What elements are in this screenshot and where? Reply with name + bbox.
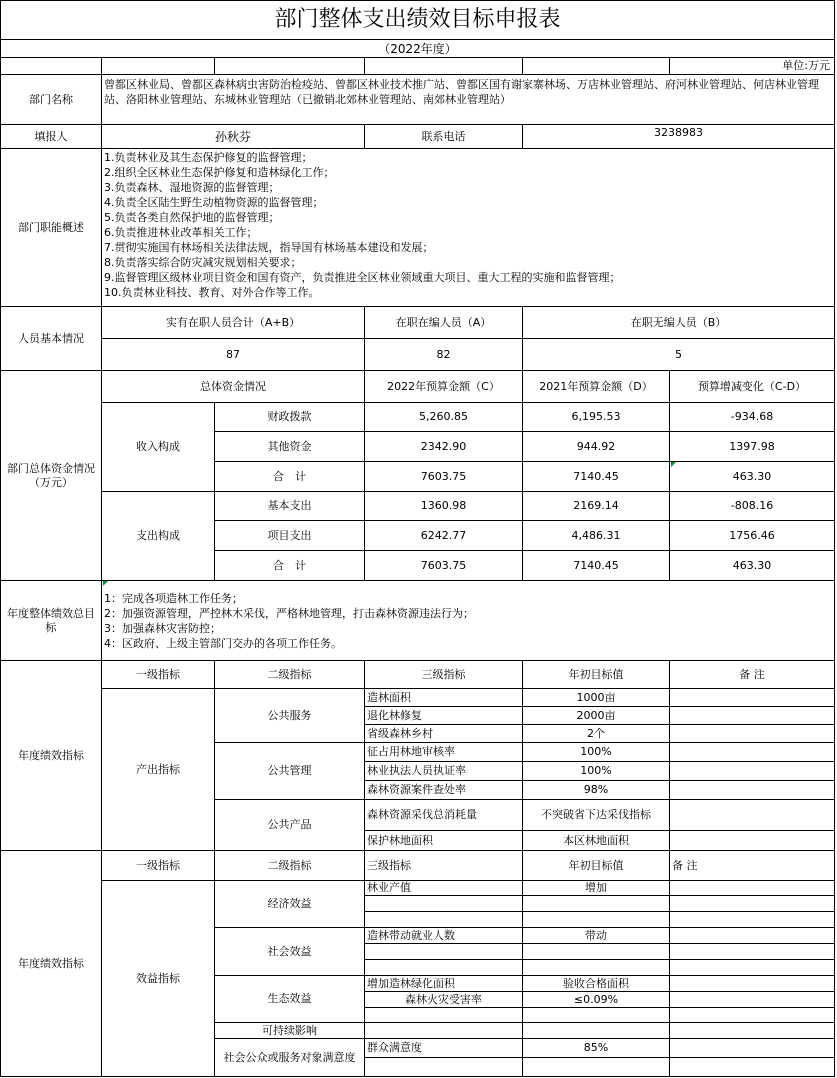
effect-target-cell: 85% (523, 1039, 670, 1058)
effect-level2-economic: 经济效益 (215, 881, 365, 928)
income-row-diff: 1397.98 (670, 432, 835, 462)
expense-row-d: 4,486.31 (523, 521, 670, 551)
output-target-cell: 不突破省下达采伐指标 (523, 800, 670, 831)
income-total-diff: 463.30 (670, 462, 835, 492)
unit-label: 单位:万元 (670, 58, 835, 75)
filler-value: 孙秋芬 (102, 125, 365, 149)
funds-header-2021: 2021年预算金额（D） (523, 371, 670, 403)
staff-total-value: 87 (102, 339, 365, 371)
duty-item: 9.监督管理区级林业项目资金和国有资产，负责推进全区林业领域重大项目、重大工程的实施和监督管理； (104, 271, 621, 284)
effect-l3-cell (365, 960, 523, 976)
effect-note-cell (670, 1058, 835, 1077)
funds-label: 部门总体资金情况（万元） (0, 371, 102, 581)
effect-header-note: 备 注 (670, 851, 835, 881)
output-target-cell: 1000亩 (523, 689, 670, 707)
effect-level2-social: 社会效益 (215, 928, 365, 976)
effect-level2-ecological: 生态效益 (215, 976, 365, 1023)
effect-l3-cell (365, 1023, 523, 1039)
effect-level2-satisfaction: 社会公众或服务对象满意度 (215, 1039, 365, 1077)
effect-target-cell (523, 960, 670, 976)
output-target-cell: 2个 (523, 725, 670, 743)
effect-target-cell (523, 1023, 670, 1039)
effect-target-cell (523, 896, 670, 912)
effect-l3-cell: 林业产值 (365, 881, 523, 896)
effect-target-cell: 验收合格面积 (523, 976, 670, 992)
income-total-d: 7140.45 (523, 462, 670, 492)
income-row-name: 财政拨款 (215, 403, 365, 432)
output-target-cell: 2000亩 (523, 707, 670, 725)
income-total-c: 7603.75 (365, 462, 523, 492)
blank-cell (365, 58, 523, 75)
income-row-d: 944.92 (523, 432, 670, 462)
output-header-target: 年初目标值 (523, 661, 670, 689)
blank-cell (0, 58, 102, 75)
effect-note-cell (670, 976, 835, 992)
staff-b-header: 在职无编人员（B） (523, 307, 835, 339)
perf-label-effect: 年度绩效指标 (0, 851, 102, 1077)
effect-l3-cell: 增加造林绿化面积 (365, 976, 523, 992)
effect-target-cell (523, 1008, 670, 1023)
effect-l3-cell (365, 944, 523, 960)
expense-row-name: 项目支出 (215, 521, 365, 551)
output-level2-service: 公共服务 (215, 689, 365, 743)
output-level2-product: 公共产品 (215, 800, 365, 851)
output-note-cell (670, 831, 835, 851)
annual-goal-list (102, 581, 835, 661)
effect-target-cell: ≤0.09% (523, 992, 670, 1008)
goal-item: 4：区政府、上级主管部门交办的各项工作任务。 (104, 637, 342, 650)
income-row-c: 5,260.85 (365, 403, 523, 432)
duty-item: 1.负责林业及其生态保护修复的监督管理； (104, 151, 313, 164)
expense-total-diff: 463.30 (670, 551, 835, 581)
staff-a-value: 82 (365, 339, 523, 371)
output-header-note: 备 注 (670, 661, 835, 689)
output-target-cell: 本区林地面积 (523, 831, 670, 851)
funds-header-diff: 预算增减变化（C-D） (670, 371, 835, 403)
output-note-cell (670, 725, 835, 743)
blank-cell (102, 58, 215, 75)
expense-row-d: 2169.14 (523, 492, 670, 521)
duty-item: 2.组织全区林业生态保护修复和造林绿化工作； (104, 166, 335, 179)
staff-a-header: 在职在编人员（A） (365, 307, 523, 339)
effect-level1: 效益指标 (102, 881, 215, 1077)
effect-l3-cell: 造林带动就业人数 (365, 928, 523, 944)
effect-note-cell (670, 1008, 835, 1023)
phone-label: 联系电话 (365, 125, 523, 149)
blank-cell (523, 58, 670, 75)
phone-value: 3238983 (523, 125, 835, 149)
duty-item: 5.负责各类自然保护地的监督管理； (104, 211, 280, 224)
expense-label: 支出构成 (102, 492, 215, 581)
output-l3-cell: 森林资源案件查处率 (365, 781, 523, 800)
effect-l3-cell: 森林火灾受害率 (365, 992, 523, 1008)
expense-row-diff: -808.16 (670, 492, 835, 521)
expense-total-c: 7603.75 (365, 551, 523, 581)
effect-target-cell: 带动 (523, 928, 670, 944)
dept-name-value: 曾都区林业局、曾都区森林病虫害防治检疫站、曾都区林业技术推广站、曾都区国有谢家寨林场、万店林业管理站、府河林业管理站、何店林业管理站、洛阳林业管理站、东城林业管理站（已撤销北郊林业管理站、南郊林业管理站） (102, 75, 835, 125)
effect-header-l1: 一级指标 (102, 851, 215, 881)
duty-item: 4.负责全区陆生野生动植物资源的监督管理； (104, 196, 324, 209)
page-title: 部门整体支出绩效目标申报表 (0, 0, 835, 40)
income-label: 收入构成 (102, 403, 215, 492)
output-level1: 产出指标 (102, 689, 215, 851)
expense-row-name: 基本支出 (215, 492, 365, 521)
annual-goal-label: 年度整体绩效总目标 (0, 581, 102, 661)
output-note-cell (670, 689, 835, 707)
filler-label: 填报人 (0, 125, 102, 149)
expense-row-diff: 1756.46 (670, 521, 835, 551)
output-l3-cell: 保护林地面积 (365, 831, 523, 851)
expense-total-name: 合 计 (215, 551, 365, 581)
duty-item: 6.负责推进林业改革相关工作； (104, 226, 258, 239)
output-l3-cell: 征占用林地审核率 (365, 743, 523, 762)
dept-name-label: 部门名称 (0, 75, 102, 125)
output-level2-management: 公共管理 (215, 743, 365, 800)
year-label: （2022年度） (0, 40, 835, 58)
goal-item: 1：完成各项造林工作任务； (104, 592, 243, 605)
output-l3-cell: 省级森林乡村 (365, 725, 523, 743)
output-target-cell: 98% (523, 781, 670, 800)
effect-note-cell (670, 1039, 835, 1058)
effect-note-cell (670, 992, 835, 1008)
duty-item: 8.负责落实综合防灾减灾规划相关要求； (104, 256, 302, 269)
effect-note-cell (670, 1023, 835, 1039)
staff-total-header: 实有在职人员合计（A+B） (102, 307, 365, 339)
output-l3-cell: 退化林修复 (365, 707, 523, 725)
output-target-cell: 100% (523, 743, 670, 762)
income-row-c: 2342.90 (365, 432, 523, 462)
effect-header-l2: 二级指标 (215, 851, 365, 881)
effect-note-cell (670, 881, 835, 896)
effect-note-cell (670, 928, 835, 944)
staff-label: 人员基本情况 (0, 307, 102, 371)
expense-row-c: 6242.77 (365, 521, 523, 551)
income-total-name: 合 计 (215, 462, 365, 492)
duty-item: 10.负责林业科技、教育、对外合作等工作。 (104, 286, 320, 299)
effect-l3-cell (365, 1058, 523, 1077)
output-note-cell (670, 781, 835, 800)
output-target-cell: 100% (523, 762, 670, 781)
effect-note-cell (670, 960, 835, 976)
staff-b-value: 5 (523, 339, 835, 371)
output-header-l1: 一级指标 (102, 661, 215, 689)
duties-label: 部门职能概述 (0, 149, 102, 307)
duty-item: 3.负责森林、湿地资源的监督管理； (104, 181, 280, 194)
goal-item: 2：加强资源管理，严控林木采伐，严格林地管理，打击森林资源违法行为； (104, 607, 474, 620)
effect-header-l3: 三级指标 (365, 851, 523, 881)
output-l3-cell: 林业执法人员执证率 (365, 762, 523, 781)
effect-note-cell (670, 944, 835, 960)
effect-target-cell: 增加 (523, 881, 670, 896)
effect-header-target: 年初目标值 (523, 851, 670, 881)
output-note-cell (670, 762, 835, 781)
expense-total-d: 7140.45 (523, 551, 670, 581)
output-note-cell (670, 707, 835, 725)
output-l3-cell: 森林资源采伐总消耗量 (365, 800, 523, 831)
effect-target-cell (523, 944, 670, 960)
goal-item: 3：加强森林灾害防控； (104, 622, 221, 635)
perf-label-output: 年度绩效指标 (0, 661, 102, 851)
output-note-cell (670, 800, 835, 831)
effect-l3-cell (365, 1008, 523, 1023)
income-row-diff: -934.68 (670, 403, 835, 432)
effect-note-cell (670, 896, 835, 912)
effect-target-cell (523, 1058, 670, 1077)
output-header-l3: 三级指标 (365, 661, 523, 689)
blank-cell (215, 58, 365, 75)
duty-item: 7.贯彻实施国有林场相关法律法规，指导国有林场基本建设和发展； (104, 241, 434, 254)
expense-row-c: 1360.98 (365, 492, 523, 521)
effect-l3-cell (365, 912, 523, 928)
effect-level2-sustainable: 可持续影响 (215, 1023, 365, 1039)
effect-target-cell (523, 912, 670, 928)
output-note-cell (670, 743, 835, 762)
cell-comment-marker (671, 462, 676, 467)
effect-l3-cell (365, 896, 523, 912)
output-header-l2: 二级指标 (215, 661, 365, 689)
effect-l3-cell: 群众满意度 (365, 1039, 523, 1058)
duties-list (102, 149, 835, 307)
income-row-d: 6,195.53 (523, 403, 670, 432)
cell-comment-marker (103, 581, 108, 586)
funds-header-2022: 2022年预算金额（C） (365, 371, 523, 403)
funds-header-overall: 总体资金情况 (102, 371, 365, 403)
income-row-name: 其他资金 (215, 432, 365, 462)
output-l3-cell: 造林面积 (365, 689, 523, 707)
effect-note-cell (670, 912, 835, 928)
